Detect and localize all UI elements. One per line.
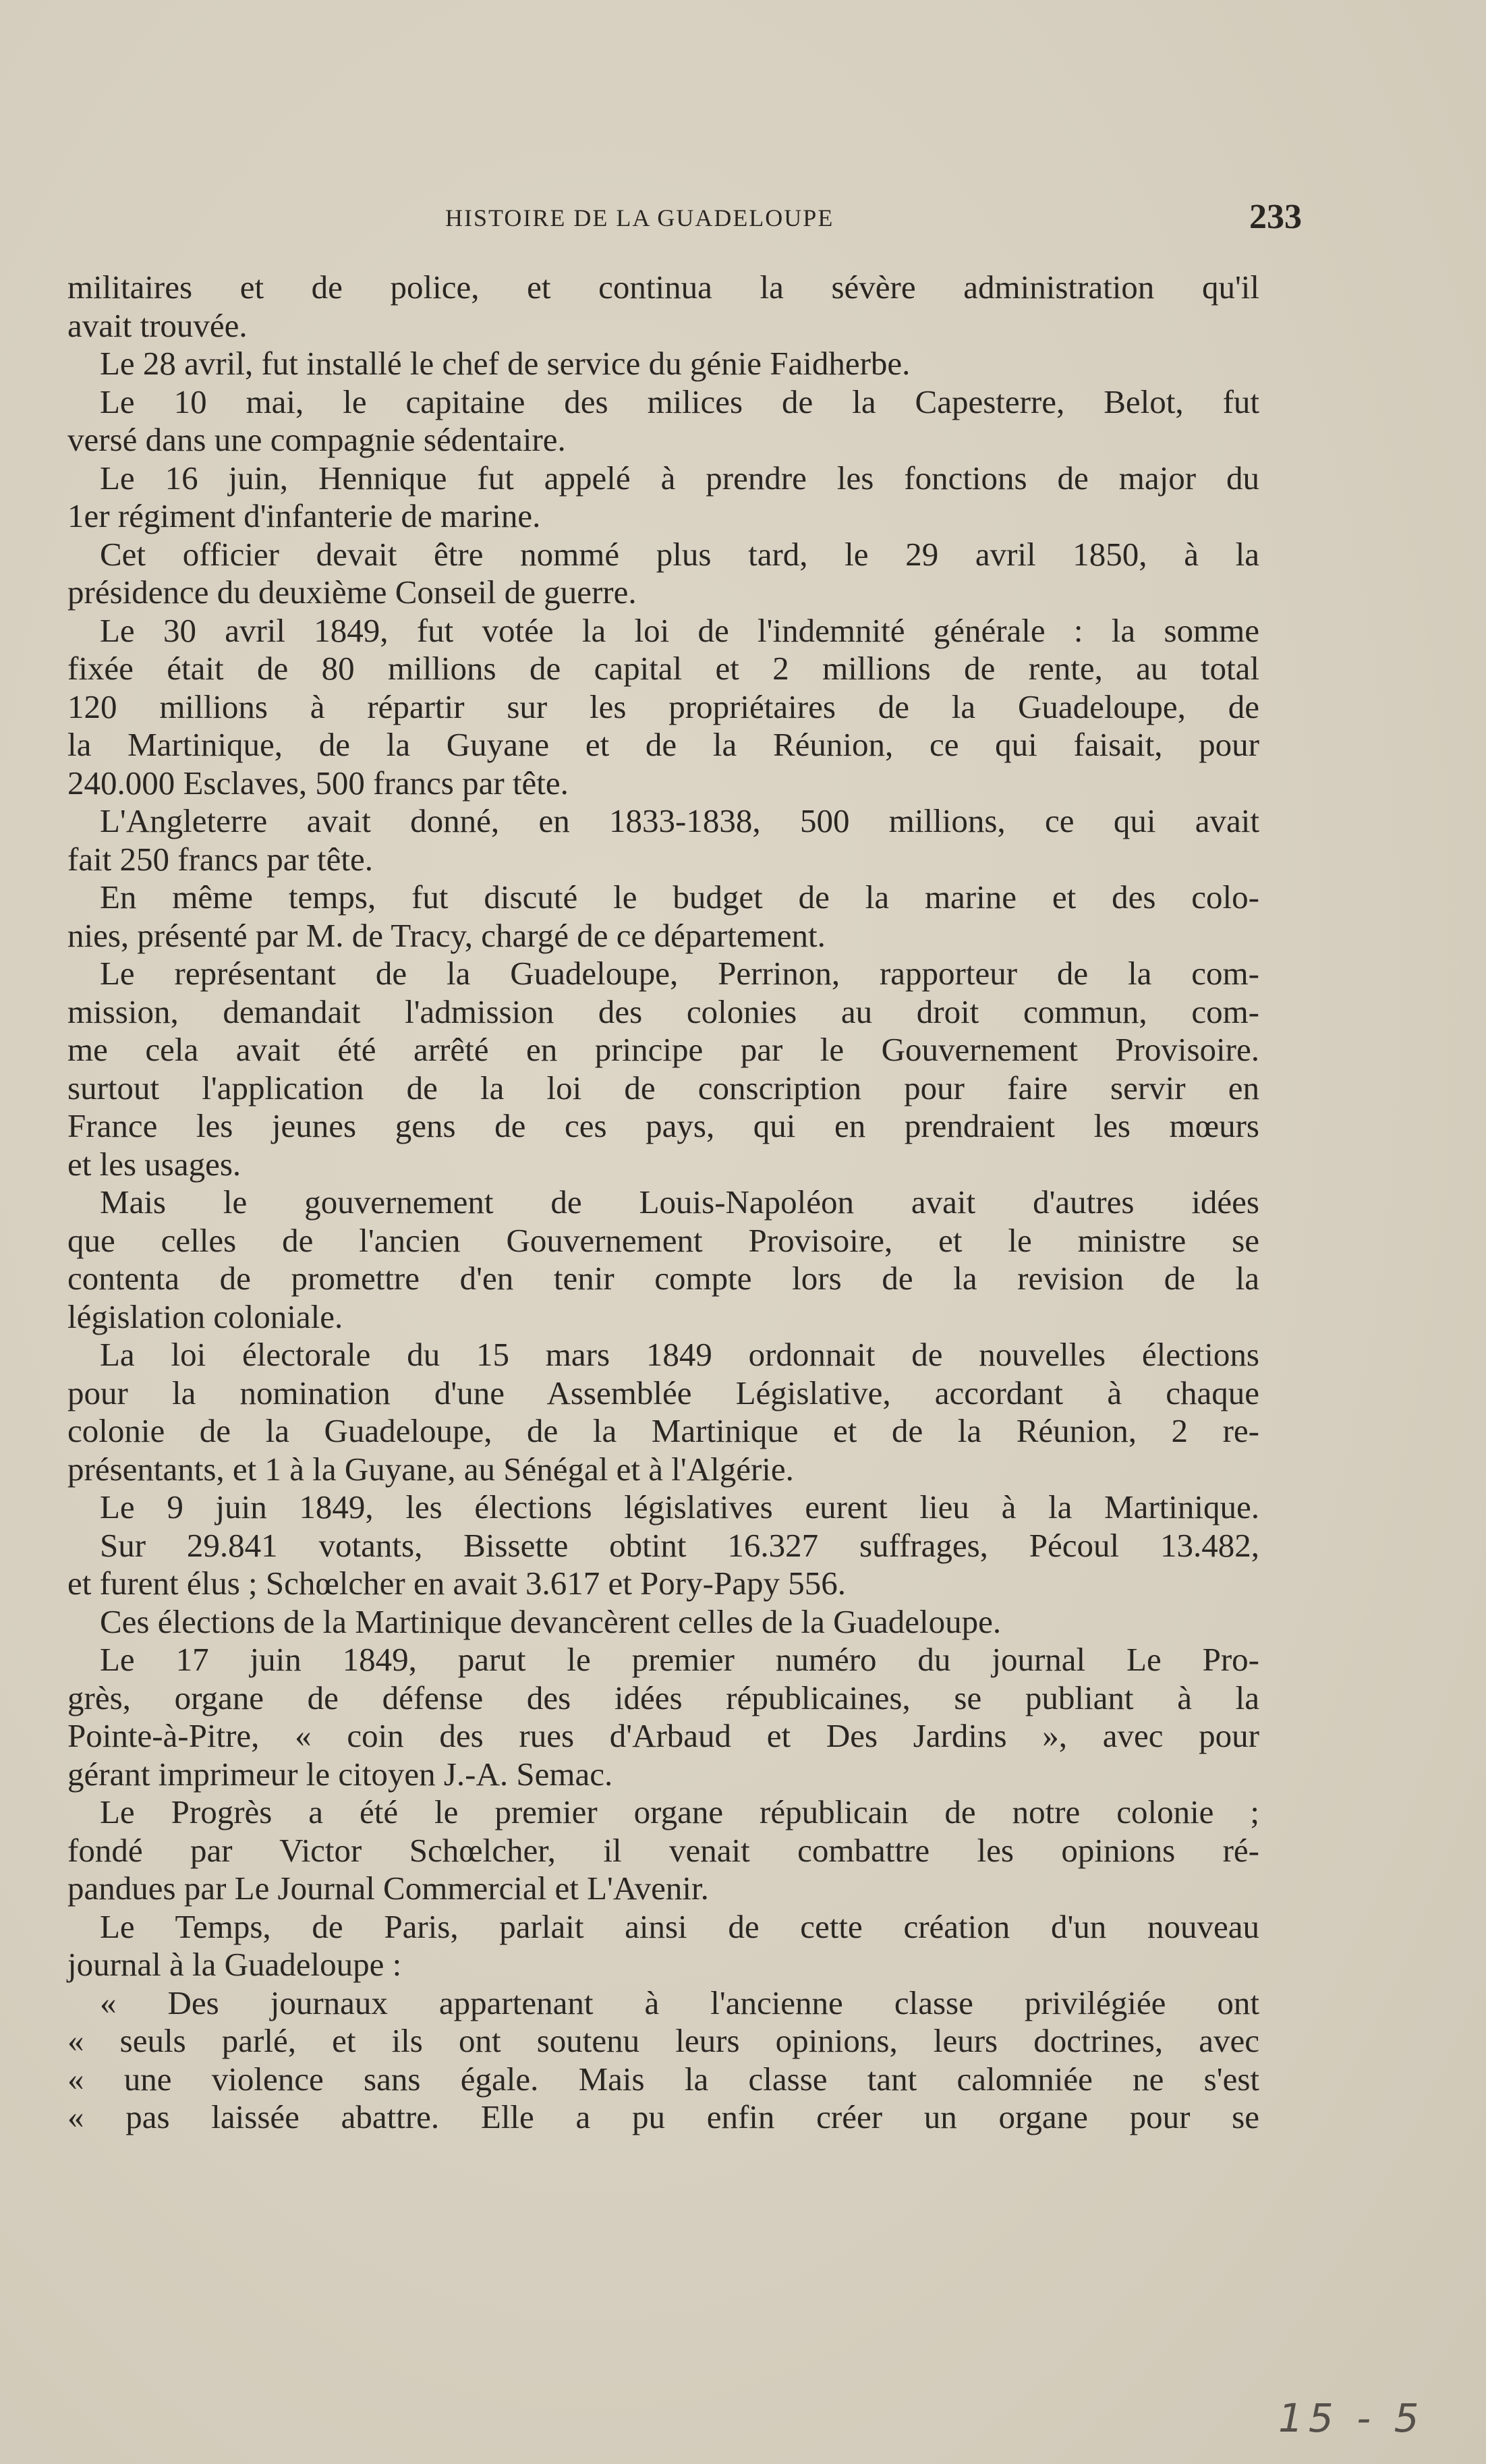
text-line: avait trouvée. [67, 306, 248, 344]
text-line: contenta de promettre d'en tenir compte lors de la revision de la [67, 1260, 1259, 1297]
text-line: présidence du deuxième Conseil de guerre. [67, 573, 637, 611]
text-line: Le 17 juin 1849, parut le premier numéro du journal Le Pro- [100, 1641, 1259, 1678]
text-line: et les usages. [67, 1145, 241, 1183]
body-text [67, 269, 1259, 2137]
text-line: présentants, et 1 à la Guyane, au Sénégal et à l'Algérie. [67, 1450, 794, 1488]
text-line: France les jeunes gens de ces pays, qui en prendraient les mœurs [67, 1107, 1259, 1144]
text-line: versé dans une compagnie sédentaire. [67, 421, 566, 458]
text-line: me cela avait été arrêté en principe par le Gouvernement Provisoire. [67, 1031, 1259, 1068]
handwritten-note: 15 - 5 [1278, 2395, 1425, 2441]
text-line: Le 28 avril, fut installé le chef de service du génie Faidherbe. [100, 345, 911, 382]
text-line: fait 250 francs par tête. [67, 840, 374, 878]
text-line: et furent élus ; Schœlcher en avait 3.617 et Pory-Papy 556. [67, 1565, 846, 1602]
text-line: « pas laissée abattre. Elle a pu enfin créer un organe pour se [67, 2098, 1259, 2135]
text-line: grès, organe de défense des idées républicaines, se publiant à la [67, 1679, 1259, 1716]
text-line: La loi électorale du 15 mars 1849 ordonnait de nouvelles élections [100, 1336, 1259, 1373]
text-line: Le 9 juin 1849, les élections législatives eurent lieu à la Martinique. [100, 1488, 1259, 1525]
text-line: Le Temps, de Paris, parlait ainsi de cette création d'un nouveau [100, 1907, 1259, 1945]
running-title: HISTOIRE DE LA GUADELOUPE [445, 204, 834, 231]
running-header [67, 197, 1302, 237]
text-line: « Des journaux appartenant à l'ancienne classe privilégiée ont [100, 1984, 1259, 2021]
text-line: la Martinique, de la Guyane et de la Réunion, ce qui faisait, pour [67, 726, 1259, 763]
text-line: gérant imprimeur le citoyen J.-A. Semac. [67, 1755, 613, 1793]
text-line: mission, demandait l'admission des colonies au droit commun, com- [67, 992, 1259, 1030]
text-line: Ces élections de la Martinique devancèrent celles de la Guadeloupe. [100, 1602, 1002, 1640]
page-number: 233 [1249, 198, 1302, 236]
text-line: Le 10 mai, le capitaine des milices de la Capesterre, Belot, fut [100, 383, 1259, 420]
text-line: militaires et de police, et continua la sévère administration qu'il [67, 269, 1259, 306]
text-line: « une violence sans égale. Mais la classe tant calomniée ne s'est [67, 2060, 1259, 2098]
text-line: législation coloniale. [67, 1297, 343, 1335]
text-line: colonie de la Guadeloupe, de la Martinique et de la Réunion, 2 re- [67, 1412, 1259, 1449]
text-line: Le représentant de la Guadeloupe, Perrinon, rapporteur de la com- [100, 955, 1259, 992]
text-line: Le 30 avril 1849, fut votée la loi de l'indemnité générale : la somme [100, 611, 1259, 649]
text-line: 1er régiment d'infanterie de marine. [67, 497, 541, 534]
text-line: fixée était de 80 millions de capital et 2 millions de rente, au total [67, 650, 1259, 687]
text-line: surtout l'application de la loi de conscription pour faire servir en [67, 1069, 1259, 1107]
text-line: Le 16 juin, Hennique fut appelé à prendre les fonctions de major du [100, 459, 1259, 497]
text-line: Le Progrès a été le premier organe républicain de notre colonie ; [100, 1793, 1259, 1830]
text-line: Cet officier devait être nommé plus tard, le 29 avril 1850, à la [100, 535, 1259, 573]
text-line: « seuls parlé, et ils ont soutenu leurs opinions, leurs doctrines, avec [67, 2022, 1259, 2059]
text-line: 120 millions à répartir sur les propriétaires de la Guadeloupe, de [67, 688, 1259, 725]
text-line: journal à la Guadeloupe : [67, 1946, 402, 1983]
text-line: fondé par Victor Schœlcher, il venait combattre les opinions ré- [67, 1831, 1259, 1869]
text-line: En même temps, fut discuté le budget de la marine et des colo- [100, 878, 1259, 916]
text-line: Pointe-à-Pitre, « coin des rues d'Arbaud et Des Jardins », avec pour [67, 1717, 1259, 1754]
text-line: que celles de l'ancien Gouvernement Provisoire, et le ministre se [67, 1221, 1259, 1259]
text-line: 240.000 Esclaves, 500 francs par tête. [67, 764, 569, 802]
text-line: L'Angleterre avait donné, en 1833-1838, 500 millions, ce qui avait [100, 802, 1259, 839]
text-line: pour la nomination d'une Assemblée Législative, accordant à chaque [67, 1374, 1259, 1411]
text-line: Mais le gouvernement de Louis-Napoléon avait d'autres idées [100, 1183, 1259, 1221]
text-line: nies, présenté par M. de Tracy, chargé de ce département. [67, 916, 826, 954]
text-line: pandues par Le Journal Commercial et L'Avenir. [67, 1870, 709, 1907]
text-line: Sur 29.841 votants, Bissette obtint 16.327 suffrages, Pécoul 13.482, [100, 1526, 1259, 1564]
